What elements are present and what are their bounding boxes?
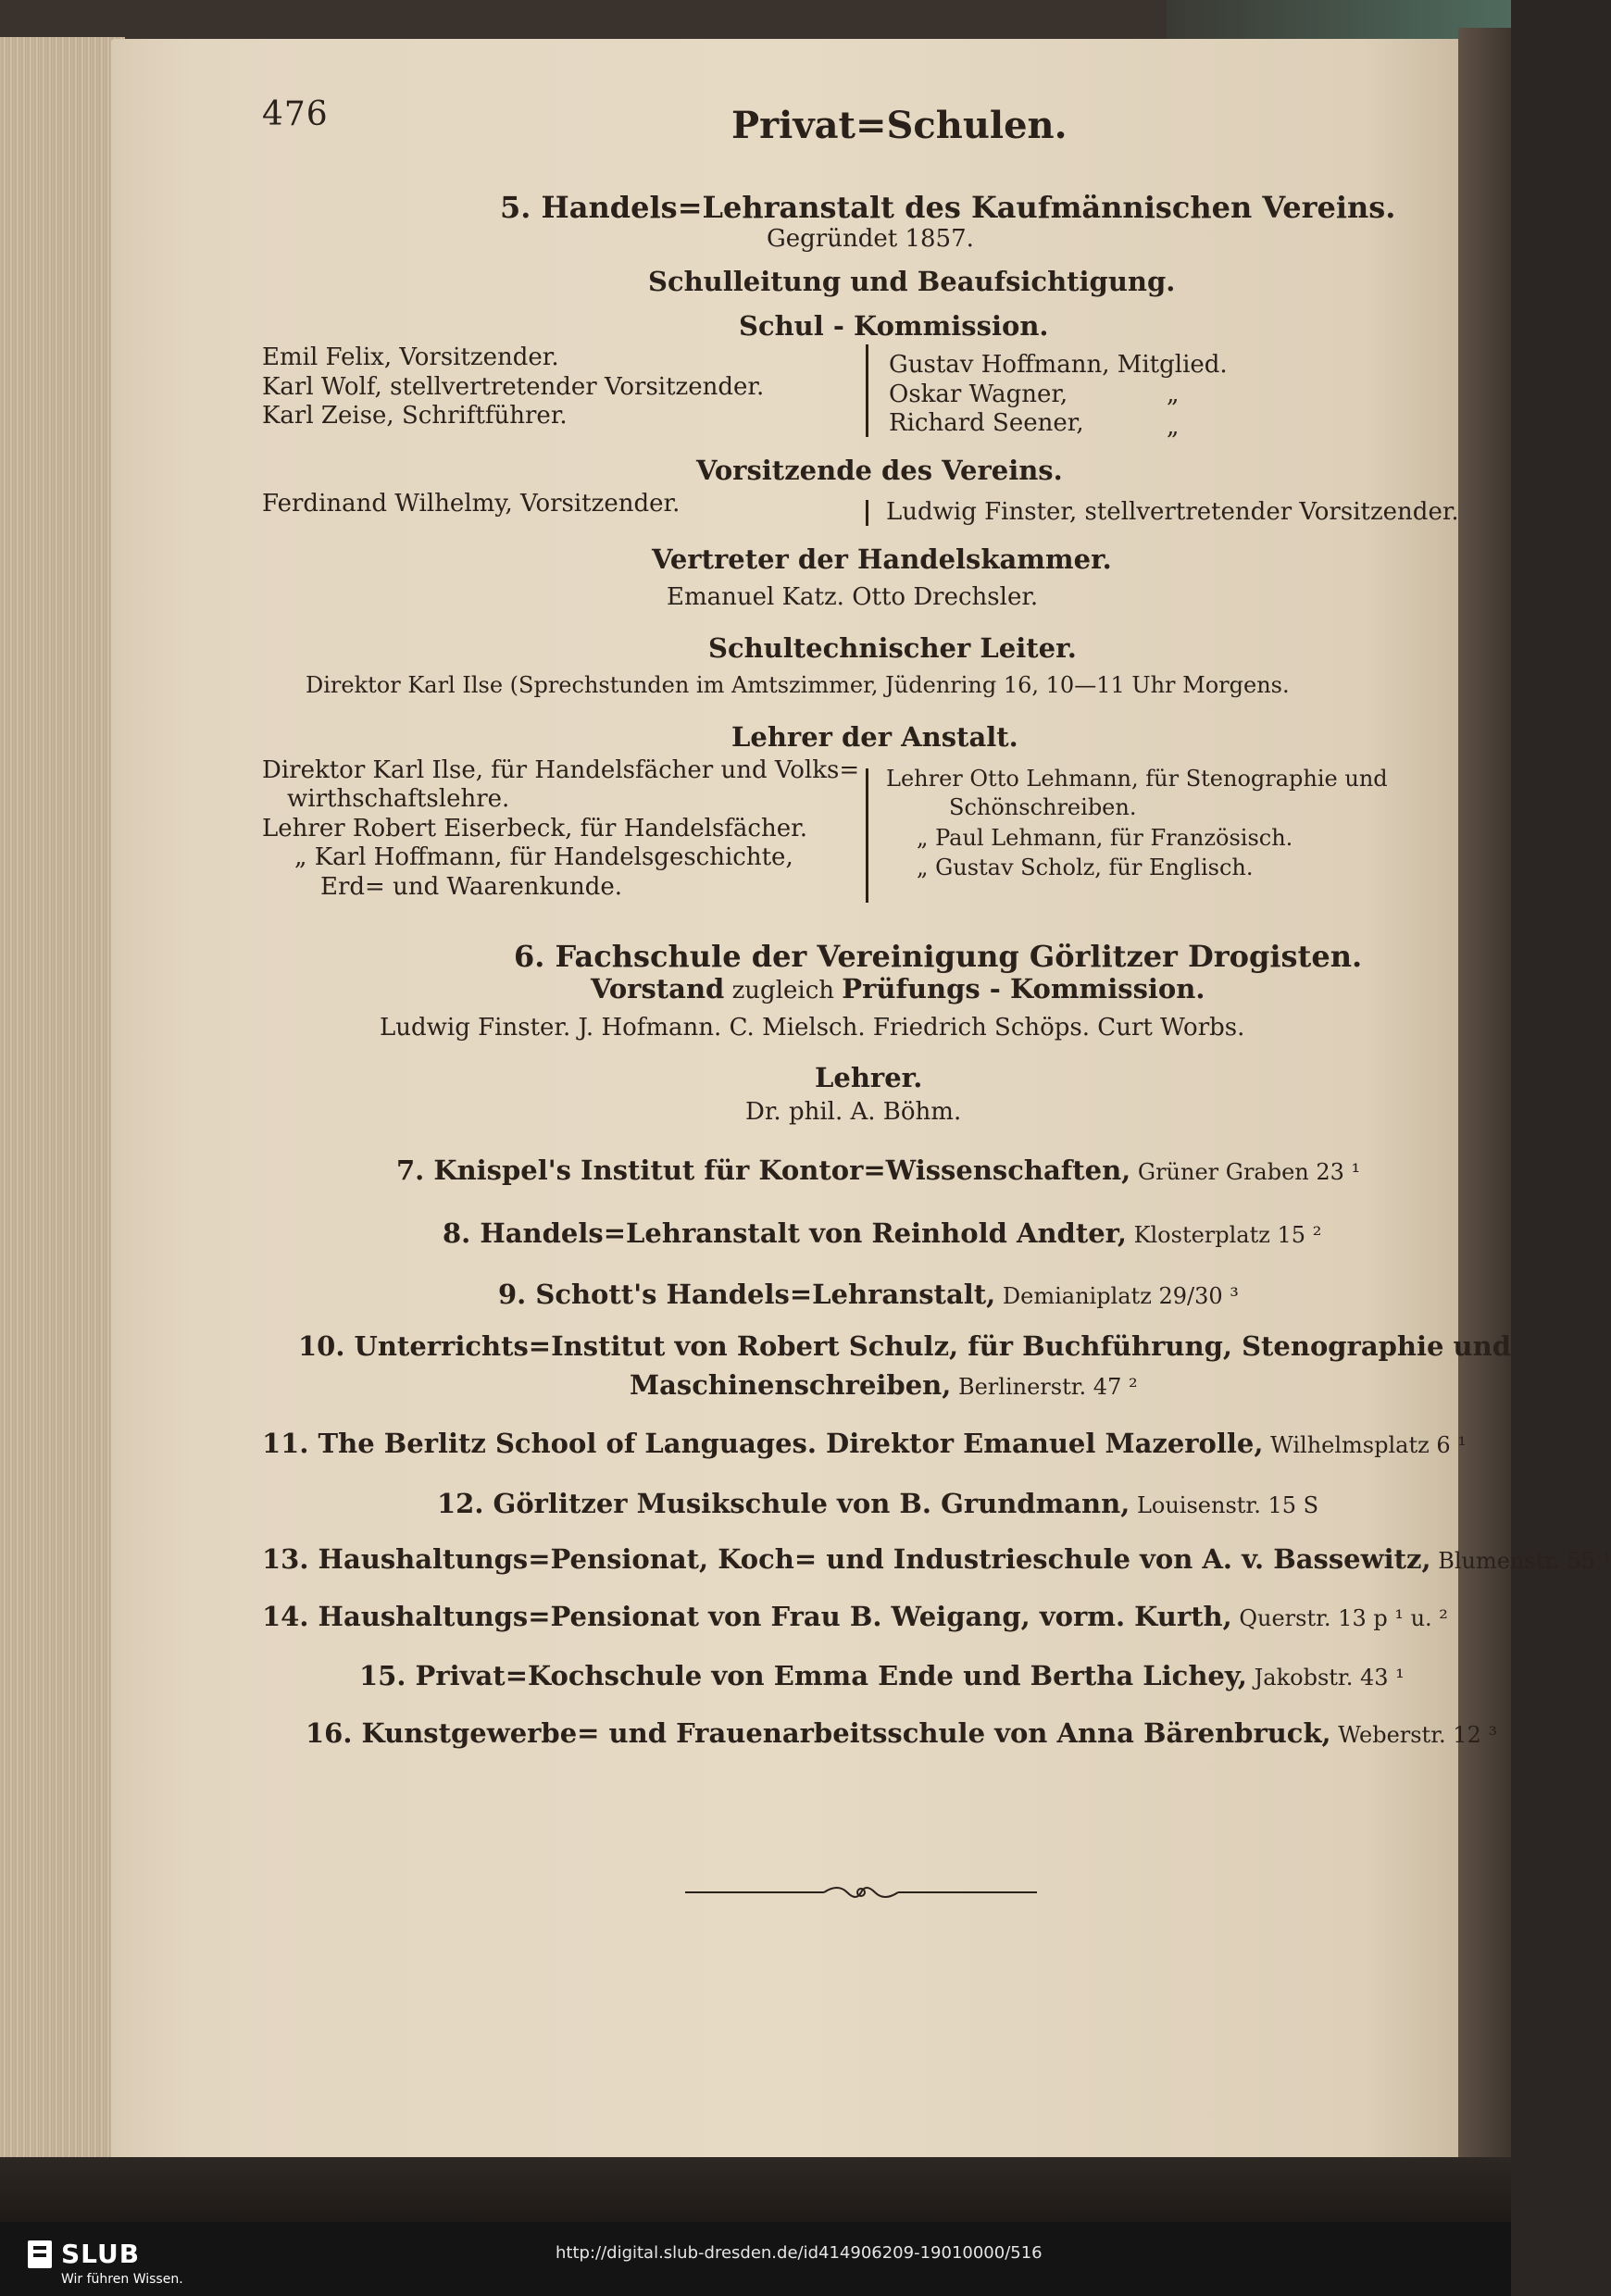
commission-right-2: Oskar Wagner, [889, 381, 1068, 408]
scan-bottom [0, 2157, 1511, 2222]
commission-left-3: Karl Zeise, Schriftführer. [262, 402, 568, 430]
page-number: 476 [262, 95, 329, 133]
list-item: 10. Unterrichts=Institut von Robert Schulz, für Buchführung, Stenographie und [298, 1330, 1511, 1362]
list-item: 13. Haushaltungs=Pensionat, Koch= und Industrieschule von A. v. Bassewitz, Blumenstr. 55 ¹ [262, 1543, 1611, 1575]
section-5-heading: 5. Handels=Lehranstalt des Kaufmännischen Vereins. [500, 190, 1396, 225]
book-gutter [1458, 28, 1511, 2176]
list-item: 7. Knispel's Institut für Kontor=Wissenschaften, Grüner Graben 23 ¹ [396, 1154, 1361, 1186]
column-divider [866, 344, 868, 437]
slub-logo-icon [28, 2240, 52, 2268]
list-item: 11. The Berlitz School of Languages. Direktor Emanuel Mazerolle, Wilhelmsplatz 6 ¹ [262, 1428, 1467, 1459]
lehrer-left-4: „ Karl Hoffmann, für Handelsgeschichte, [294, 843, 793, 871]
lehrer-left-2: wirthschaftslehre. [287, 785, 510, 813]
section-5-sub1: Schulleitung und Beaufsichtigung. [648, 266, 1176, 297]
commission-right-3: Richard Seener, [889, 409, 1084, 437]
commission-left-2: Karl Wolf, stellvertretender Vorsitzender. [262, 373, 765, 401]
list-item: 9. Schott's Handels=Lehranstalt, Demianiplatz 29/30 ³ [498, 1279, 1239, 1310]
slub-tagline: Wir führen Wissen. [61, 2272, 183, 2287]
column-divider [866, 768, 868, 903]
lehrer-left-3: Lehrer Robert Eiserbeck, für Handelsfächer. [262, 815, 807, 842]
book-page-edges [0, 37, 125, 2166]
lehrer-right-1: Lehrer Otto Lehmann, für Stenographie und [886, 766, 1388, 792]
vorstand-right: Ludwig Finster, stellvertretender Vorsitzender. [886, 498, 1459, 526]
section-6-subheading: Vorstand zugleich Prüfungs - Kommission. [591, 973, 1205, 1004]
source-url[interactable]: http://digital.slub-dresden.de/id414906209-19010000/516 [556, 2243, 1043, 2263]
lehrer-left-1: Direktor Karl Ilse, für Handelsfächer und Volks= [262, 756, 860, 784]
commission-left-1: Emil Felix, Vorsitzender. [262, 343, 559, 371]
slub-logo[interactable] [28, 2239, 183, 2287]
lehrer-right-4: „ Gustav Scholz, für Englisch. [917, 855, 1254, 880]
commission-right-1: Gustav Hoffmann, Mitglied. [889, 351, 1228, 379]
vorstand-heading: Vorsitzende des Vereins. [696, 455, 1063, 486]
page-title: Privat=Schulen. [731, 104, 1068, 147]
list-item: Maschinenschreiben, Berlinerstr. 47 ² [630, 1369, 1138, 1401]
list-item: 12. Görlitzer Musikschule von B. Grundmann, Louisenstr. 15 S [437, 1488, 1319, 1519]
section-5-founded: Gegründet 1857. [767, 225, 974, 253]
ditto-mark: „ [1167, 413, 1180, 441]
ditto-mark: „ [1167, 381, 1180, 408]
list-item: 15. Privat=Kochschule von Emma Ende und Bertha Lichey, Jakobstr. 43 ¹ [359, 1660, 1405, 1691]
tech-text: Direktor Karl Ilse (Sprechstunden im Amtszimmer, Jüdenring 16, 10—11 Uhr Morgens. [306, 672, 1290, 698]
vorstand-left: Ferdinand Wilhelmy, Vorsitzender. [262, 490, 681, 518]
kammer-text: Emanuel Katz. Otto Drechsler. [667, 583, 1039, 611]
section-6-teacher-heading: Lehrer. [815, 1062, 923, 1093]
tech-heading: Schultechnischer Leiter. [708, 632, 1077, 664]
ornament-divider [685, 1874, 1037, 1911]
lehrer-heading: Lehrer der Anstalt. [731, 721, 1018, 753]
section-6-members: Ludwig Finster. J. Hofmann. C. Mielsch. Friedrich Schöps. Curt Worbs. [380, 1014, 1245, 1042]
lehrer-right-2: Schönschreiben. [949, 794, 1137, 820]
list-item: 16. Kunstgewerbe= und Frauenarbeitsschule von Anna Bärenbruck, Weberstr. 12 ³ [306, 1717, 1498, 1749]
column-divider [866, 500, 868, 526]
list-item: 8. Handels=Lehranstalt von Reinhold Andter, Klosterplatz 15 ² [443, 1217, 1322, 1249]
section-5-sub2: Schul - Kommission. [739, 310, 1049, 342]
section-6-teacher: Dr. phil. A. Böhm. [745, 1098, 962, 1126]
lehrer-right-3: „ Paul Lehmann, für Französisch. [917, 825, 1293, 851]
kammer-heading: Vertreter der Handelskammer. [652, 543, 1112, 575]
slub-logo-text: SLUB [61, 2239, 141, 2269]
list-item: 14. Haushaltungs=Pensionat von Frau B. Weigang, vorm. Kurth, Querstr. 13 p ¹ u. ² [262, 1601, 1448, 1632]
lehrer-left-5: Erd= und Waarenkunde. [320, 873, 623, 901]
section-6-heading: 6. Fachschule der Vereinigung Görlitzer Drogisten. [514, 939, 1363, 974]
